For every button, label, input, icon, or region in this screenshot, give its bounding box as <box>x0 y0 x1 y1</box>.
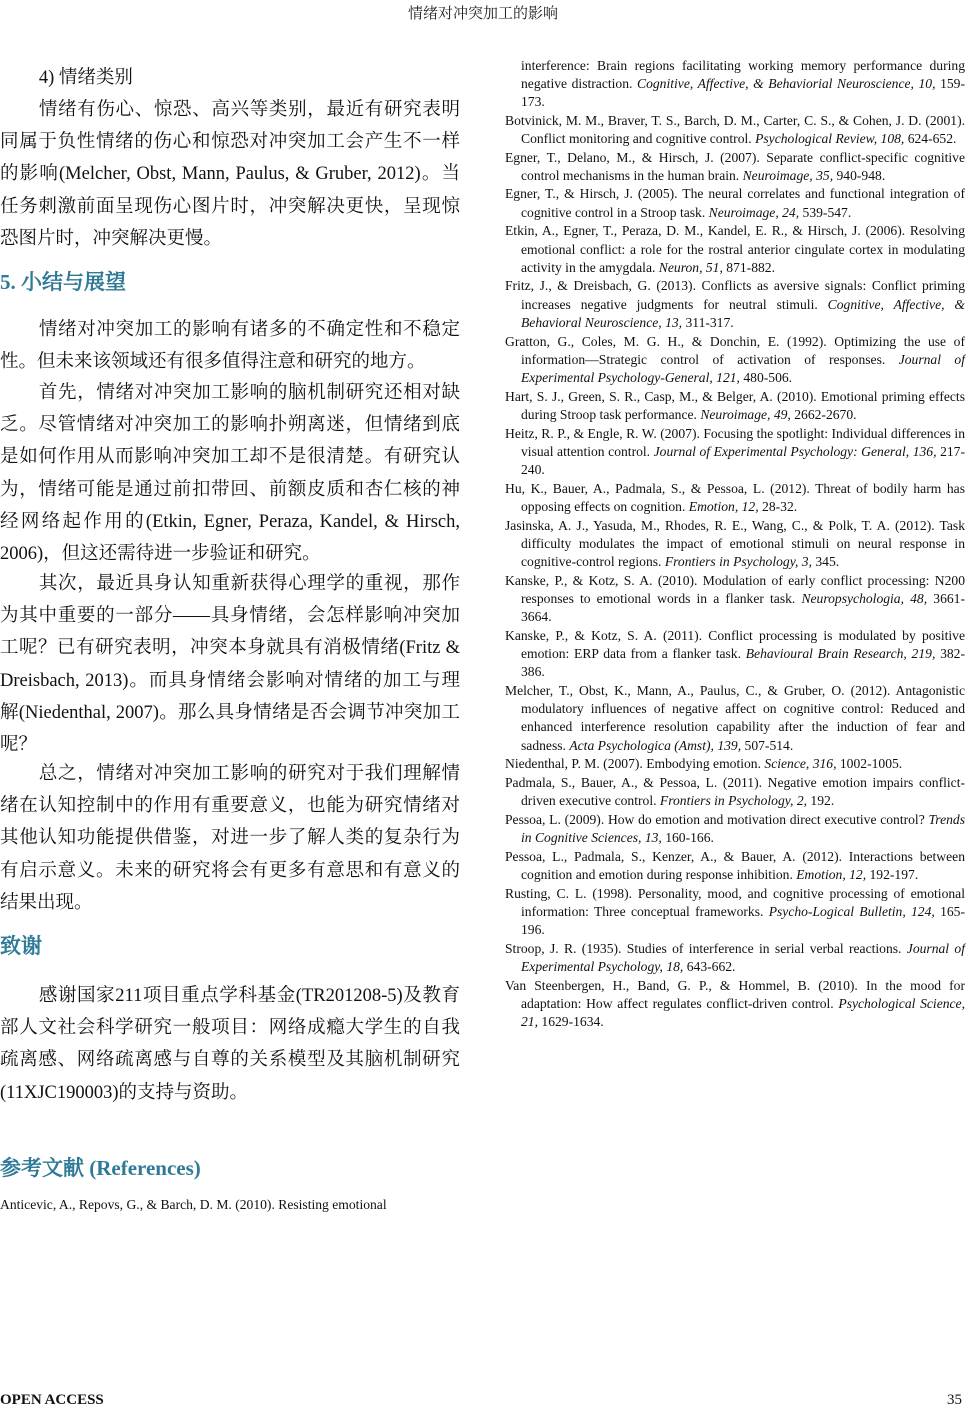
ref-pages: 192. <box>807 793 835 809</box>
ref-journal: Cognitive, Affective, & Behavioral Neuroscience, 13, <box>521 296 965 330</box>
reference-continuation <box>505 57 965 112</box>
ref-text: interference: Brain regions facilitating working memory performance during negative distraction. <box>521 58 965 92</box>
ref-journal: Emotion, 12, <box>796 866 867 882</box>
reference-entry <box>505 774 965 810</box>
paragraph-summary-3: 其次，最近具身认知重新获得心理学的重视，那作为其中重要的一部分——具身情绪，会怎样影响冲突加工呢？已有研究表明，冲突本身就具有消极情绪(Fritz & Dreisbach, 2013)。而具身情绪会影响对情绪的加工与理解(Niedenthal, 2007)。那么具身情绪是否会调节冲突加工呢？ <box>0 574 460 756</box>
section-heading-references: 参考文献 (References) <box>0 1156 201 1180</box>
reference-entry <box>505 185 965 221</box>
ref-text: Hart, S. J., Green, S. R., Casp, M., & Belger, A. (2010). Emotional priming effects during Stroop task performance. <box>505 388 965 422</box>
reference-entry <box>505 755 965 773</box>
ref-text: Stroop, J. R. (1935). Studies of interference in serial verbal reactions. <box>505 940 907 956</box>
reference-entry <box>505 333 965 388</box>
ref-pages: 165-196. <box>521 903 965 938</box>
reference-entry <box>505 885 965 940</box>
reference-entry <box>505 977 965 1032</box>
ref-journal: Neuropsychologia, 48, <box>801 590 928 606</box>
ref-pages: 28-32. <box>758 498 798 514</box>
reference-entry <box>505 388 965 424</box>
acknowledgement-text: 感谢国家211项目重点学科基金(TR201208-5)及教育部人文社会科学研究一般项目：网络成瘾大学生的自我疏离感、网络疏离感与自尊的关系模型及其脑机制研究(11XJC190003)的支持与资助。 <box>0 986 460 1103</box>
paragraph-summary-1: 情绪对冲突加工的影响有诸多的不确定性和不稳定性。但未来该领域还有很多值得注意和研究的地方。 <box>0 320 460 373</box>
ref-text: Botvinick, M. M., Braver, T. S., Barch, D. M., Carter, C. S., & Cohen, J. D. (2001). Conflict monitoring and cognitive control. <box>505 112 965 146</box>
ref-journal: Neuroimage, 35, <box>742 167 834 183</box>
ref-text: Van Steenbergen, H., Band, G. P., & Hommel, B. (2010). In the mood for adaptation: How affect regulates conflict-driven control. <box>505 977 965 1011</box>
ref-journal: Acta Psychologica (Amst), 139, <box>569 737 742 753</box>
ref-pages: 345. <box>811 553 840 569</box>
ref-pages: 1629-1634. <box>538 1014 604 1030</box>
ref-text: Heitz, R. P., & Engle, R. W. (2007). Focusing the spotlight: Individual differences in visual attention control. <box>505 425 965 459</box>
section-heading-acknowledgements: 致谢 <box>0 934 42 958</box>
reference-entry <box>505 277 965 332</box>
ref-journal: Frontiers in Psychology, 3, <box>664 553 812 569</box>
reference-entry <box>505 811 965 847</box>
page-number: 35 <box>947 1392 962 1408</box>
reference-entry <box>505 682 965 755</box>
ref-pages: 192-197. <box>866 866 919 882</box>
ref-pages: 643-662. <box>683 958 736 974</box>
reference-entry <box>505 222 965 277</box>
paragraph-summary-4: 总之，情绪对冲突加工影响的研究对于我们理解情绪在认知控制中的作用有重要意义，也能为研究情绪对其他认知功能提供借鉴，对进一步了解人类的复杂行为有启示意义。未来的研究将会有更多有意思和有意义的结果出现。 <box>0 764 460 913</box>
ref-text: Pessoa, L., Padmala, S., Kenzer, A., & Bauer, A. (2012). Interactions between cognition and emotion during response inhibition. <box>505 848 965 882</box>
ref-journal: Psychological Review, 108, <box>755 130 905 146</box>
ref-journal: Neuron, 51, <box>658 259 723 275</box>
ref-pages: 624-652. <box>904 130 957 146</box>
ref-text: Melcher, T., Obst, K., Mann, A., Paulus, C., & Gruber, O. (2012). Antagonistic modulatory influences of negative affect on cognitive control: Reduced and enhanced interference resolution capability after the induction of fear and sadness. <box>505 682 965 753</box>
reference-entry <box>505 425 965 480</box>
reference-entry <box>505 149 965 185</box>
ref-pages: 539-547. <box>799 204 852 220</box>
ref-journal: Neuroimage, 24, <box>708 204 800 220</box>
ref-journal: Trends in Cognitive Sciences, 13, <box>521 811 965 846</box>
ref-pages: 311-317. <box>682 314 734 330</box>
reference-entry-start: Anticevic, A., Repovs, G., & Barch, D. M. (2010). Resisting emotional <box>0 1197 387 1212</box>
ref-text: Kanske, P., & Kotz, S. A. (2010). Modulation of early conflict processing: N200 responses to emotional words in a flanker task. <box>505 572 965 606</box>
section-heading-summary: 5. 小结与展望 <box>0 270 126 294</box>
ref-pages: 507-514. <box>741 737 794 753</box>
ref-pages: 159-173. <box>521 76 965 110</box>
paragraph-emotion-type: 情绪有伤心、惊恐、高兴等类别，最近有研究表明同属于负性情绪的伤心和惊恐对冲突加工会产生不一样的影响(Melcher, Obst, Mann, Paulus, & Gruber, 2012)。当任务刺激前面呈现伤心图片时，冲突解决更快，呈现惊恐图片时，冲突解决更慢。 <box>0 100 460 249</box>
ref-text: Hu, K., Bauer, A., Padmala, S., & Pessoa, L. (2012). Threat of bodily harm has opposing effects on cognition. <box>505 480 965 514</box>
reference-entry <box>505 627 965 682</box>
reference-entry <box>505 480 965 516</box>
reference-entry <box>505 940 965 976</box>
ref-journal: Science, 316, <box>764 756 837 772</box>
ref-text: Jasinska, A. J., Yasuda, M., Rhodes, R. E., Wang, C., & Polk, T. A. (2012). Task difficulty modulates the impact of emotional stimuli on neural response in cognitive-control regions. <box>505 517 965 569</box>
ref-pages: 940-948. <box>833 167 886 183</box>
ref-text: Kanske, P., & Kotz, S. A. (2011). Conflict processing is modulated by positive emotion: ERP data from a flanker task. <box>505 627 965 661</box>
footer-open-access: OPEN ACCESS <box>0 1392 104 1408</box>
ref-pages: 1002-1005. <box>836 756 903 772</box>
ref-text: Niedenthal, P. M. (2007). Embodying emotion. <box>505 756 765 772</box>
ref-journal: Psycho-Logical Bulletin, 124, <box>768 903 935 919</box>
ref-journal: Behavioural Brain Research, 219, <box>745 646 936 661</box>
reference-entry <box>505 517 965 572</box>
ref-pages: 480-506. <box>739 369 793 385</box>
ref-pages: 871-882. <box>722 259 775 275</box>
ref-text: Fritz, J., & Dreisbach, G. (2013). Conflicts as aversive signals: Conflict priming increases negative judgments for neutral stimuli. <box>505 278 965 312</box>
ref-text: Padmala, S., Bauer, A., & Pessoa, L. (2011). Negative emotion impairs conflict-driven executive control. <box>505 774 965 809</box>
ref-journal: Neuroimage, 49, <box>700 406 791 422</box>
ref-journal: Emotion, 12, <box>688 498 759 514</box>
ref-text: Gratton, G., Coles, M. G. H., & Donchin, E. (1992). Optimizing the use of information—Strategic control of activation of responses. <box>505 333 965 367</box>
ref-journal: Journal of Experimental Psychology-General, 121, <box>521 351 965 385</box>
ref-text: Rusting, C. L. (1998). Personality, mood, and cognitive processing of emotional information: Three conceptual frameworks. <box>505 885 965 919</box>
ref-pages: 382-386. <box>521 646 965 680</box>
ref-text: Pessoa, L. (2009). How do emotion and motivation direct executive control? <box>505 811 929 827</box>
reference-entry <box>505 112 965 148</box>
ref-pages: 217-240. <box>521 443 965 477</box>
ref-text: Egner, T., & Hirsch, J. (2005). The neural correlates and functional integration of cognitive control in a Stroop task. <box>505 186 965 220</box>
ref-journal: Journal of Experimental Psychology: General, 136, <box>653 443 937 459</box>
ref-text: Egner, T., Delano, M., & Hirsch, J. (2007). Separate conflict-specific cognitive control mechanisms in the human brain. <box>505 149 965 183</box>
subsection-title: 4) 情绪类别 <box>38 68 133 88</box>
ref-pages: 2662-2670. <box>790 406 857 422</box>
ref-journal: Frontiers in Psychology, 2, <box>659 793 808 809</box>
ref-text: Etkin, A., Egner, T., Peraza, D. M., Kandel, E. R., & Hirsch, J. (2006). Resolving emotional conflict: a role for the rostral anterior cingulate cortex in modulating activity in the amygdala. <box>505 223 965 275</box>
paragraph-summary-2: 首先，情绪对冲突加工影响的脑机制研究还相对缺乏。尽管情绪对冲突加工的影响扑朔离迷，但情绪到底是如何作用从而影响冲突加工却不是很清楚。有研究认为，情绪可能是通过前扣带回、前额皮质和杏仁核的神经网络起作用的(Etkin, Egner, Peraza, Kandel, & Hirsch, 2006)，但这还需待进一步验证和研究。 <box>0 383 460 565</box>
ref-pages: 160-166. <box>661 830 714 846</box>
ref-journal: Cognitive, Affective, & Behaviorial Neuroscience, 10, <box>637 76 936 92</box>
reference-list <box>505 57 965 1032</box>
ref-journal: Journal of Experimental Psychology, 18, <box>521 940 965 974</box>
ref-journal: Psychological Science, 21, <box>521 995 965 1030</box>
running-header: 情绪对冲突加工的影响 <box>407 6 558 22</box>
ref-pages: 3661-3664. <box>521 590 965 625</box>
reference-entry <box>505 572 965 627</box>
reference-entry <box>505 848 965 884</box>
